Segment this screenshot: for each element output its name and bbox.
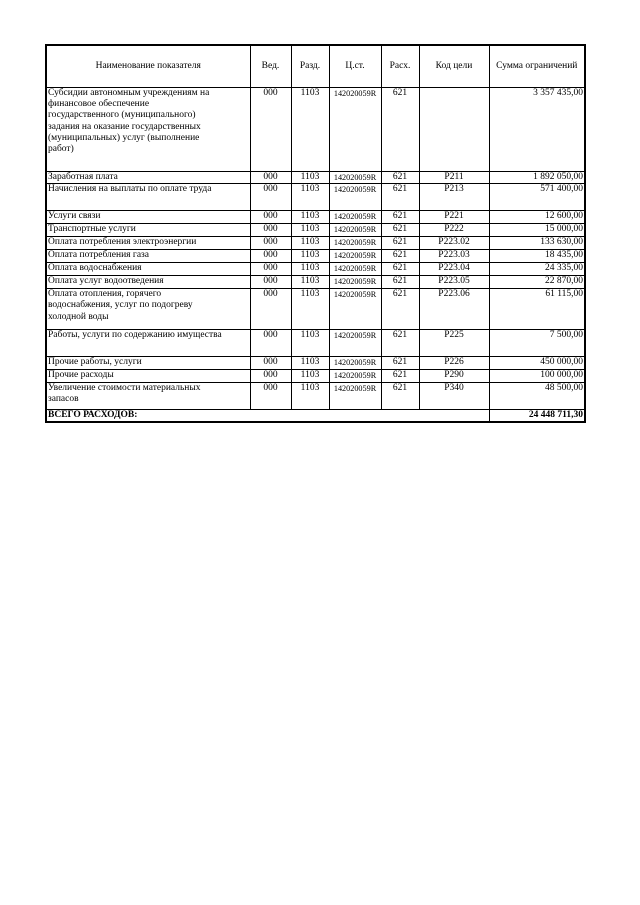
row-name: Услуги связи	[46, 211, 250, 224]
row-rash: 621	[381, 330, 419, 357]
row-goal: Р223.02	[419, 237, 489, 250]
row-sum: 15 000,00	[489, 224, 585, 237]
table-row	[46, 184, 585, 211]
row-goal: Р222	[419, 224, 489, 237]
table-row	[46, 88, 585, 172]
row-ved: 000	[250, 370, 291, 383]
row-cst: 142020059R	[329, 370, 381, 383]
row-sum: 133 630,00	[489, 237, 585, 250]
row-razd: 1103	[291, 383, 329, 410]
row-sum: 61 115,00	[489, 289, 585, 330]
row-cst: 142020059R	[329, 357, 381, 370]
table-row	[46, 172, 585, 184]
limits-table	[45, 44, 586, 423]
row-sum: 100 000,00	[489, 370, 585, 383]
row-goal: Р223.06	[419, 289, 489, 330]
table-row	[46, 370, 585, 383]
row-cst: 142020059R	[329, 172, 381, 184]
row-razd: 1103	[291, 276, 329, 289]
header-ved: Вед.	[250, 45, 291, 88]
row-razd: 1103	[291, 263, 329, 276]
row-cst: 142020059R	[329, 383, 381, 410]
row-sum: 1 892 050,00	[489, 172, 585, 184]
row-cst: 142020059R	[329, 330, 381, 357]
row-goal: Р213	[419, 184, 489, 211]
row-sum: 12 600,00	[489, 211, 585, 224]
row-razd: 1103	[291, 172, 329, 184]
row-name: Заработная плата	[46, 172, 250, 184]
row-goal	[419, 88, 489, 172]
header-razd: Разд.	[291, 45, 329, 88]
row-ved: 000	[250, 211, 291, 224]
header-rash: Расх.	[381, 45, 419, 88]
row-cst: 142020059R	[329, 184, 381, 211]
row-rash: 621	[381, 357, 419, 370]
row-sum: 48 500,00	[489, 383, 585, 410]
row-rash: 621	[381, 276, 419, 289]
row-rash: 621	[381, 211, 419, 224]
row-cst: 142020059R	[329, 211, 381, 224]
table-row	[46, 276, 585, 289]
row-name: Транспортные услуги	[46, 224, 250, 237]
row-name: Начисления на выплаты по оплате труда	[46, 184, 250, 211]
row-name: Субсидии автономным учреждениям на финансовое обеспечение государственного (муниципального) задания на оказание государственных (муниципальных) услуг (выполнение работ)	[46, 88, 250, 172]
row-ved: 000	[250, 276, 291, 289]
row-goal: Р225	[419, 330, 489, 357]
row-sum: 3 357 435,00	[489, 88, 585, 172]
row-cst: 142020059R	[329, 289, 381, 330]
row-ved: 000	[250, 263, 291, 276]
row-name: Оплата услуг водоотведения	[46, 276, 250, 289]
row-razd: 1103	[291, 250, 329, 263]
row-sum: 7 500,00	[489, 330, 585, 357]
row-razd: 1103	[291, 330, 329, 357]
table-row	[46, 211, 585, 224]
row-rash: 621	[381, 289, 419, 330]
row-name: Работы, услуги по содержанию имущества	[46, 330, 250, 357]
row-razd: 1103	[291, 184, 329, 211]
row-rash: 621	[381, 237, 419, 250]
row-ved: 000	[250, 330, 291, 357]
row-ved: 000	[250, 250, 291, 263]
table-row	[46, 250, 585, 263]
row-rash: 621	[381, 250, 419, 263]
row-ved: 000	[250, 172, 291, 184]
table-row	[46, 383, 585, 410]
row-sum: 24 335,00	[489, 263, 585, 276]
row-razd: 1103	[291, 211, 329, 224]
row-razd: 1103	[291, 289, 329, 330]
row-razd: 1103	[291, 224, 329, 237]
row-cst: 142020059R	[329, 88, 381, 172]
row-cst: 142020059R	[329, 276, 381, 289]
row-goal: Р290	[419, 370, 489, 383]
header-name: Наименование показателя	[46, 45, 250, 88]
row-name: Увеличение стоимости материальных запасов	[46, 383, 250, 410]
row-sum: 22 870,00	[489, 276, 585, 289]
row-razd: 1103	[291, 237, 329, 250]
header-goal: Код цели	[419, 45, 489, 88]
row-goal: Р226	[419, 357, 489, 370]
row-ved: 000	[250, 357, 291, 370]
row-rash: 621	[381, 88, 419, 172]
row-cst: 142020059R	[329, 224, 381, 237]
row-name: Оплата отопления, горячего водоснабжения, услуг по подогреву холодной воды	[46, 289, 250, 330]
row-ved: 000	[250, 224, 291, 237]
row-goal: Р223.05	[419, 276, 489, 289]
row-ved: 000	[250, 184, 291, 211]
row-name: Оплата водоснабжения	[46, 263, 250, 276]
header-cst: Ц.ст.	[329, 45, 381, 88]
row-razd: 1103	[291, 88, 329, 172]
row-rash: 621	[381, 184, 419, 211]
row-rash: 621	[381, 383, 419, 410]
table-row	[46, 289, 585, 330]
header-row	[46, 45, 585, 88]
table-row	[46, 237, 585, 250]
row-rash: 621	[381, 172, 419, 184]
table-row	[46, 224, 585, 237]
header-sum: Сумма ограничений	[489, 45, 585, 88]
total-row	[46, 410, 585, 423]
row-sum: 18 435,00	[489, 250, 585, 263]
row-rash: 621	[381, 370, 419, 383]
row-cst: 142020059R	[329, 250, 381, 263]
total-sum: 24 448 711,30	[489, 410, 585, 423]
row-ved: 000	[250, 289, 291, 330]
row-goal: Р221	[419, 211, 489, 224]
table-row	[46, 263, 585, 276]
row-razd: 1103	[291, 357, 329, 370]
table-row	[46, 357, 585, 370]
row-rash: 621	[381, 224, 419, 237]
row-goal: Р223.03	[419, 250, 489, 263]
row-goal: Р211	[419, 172, 489, 184]
row-name: Оплата потребления электроэнергии	[46, 237, 250, 250]
row-goal: Р223.04	[419, 263, 489, 276]
row-ved: 000	[250, 383, 291, 410]
total-label: ВСЕГО РАСХОДОВ:	[46, 410, 489, 423]
row-razd: 1103	[291, 370, 329, 383]
row-sum: 450 000,00	[489, 357, 585, 370]
table-row	[46, 330, 585, 357]
row-goal: Р340	[419, 383, 489, 410]
row-ved: 000	[250, 88, 291, 172]
row-rash: 621	[381, 263, 419, 276]
row-cst: 142020059R	[329, 263, 381, 276]
row-cst: 142020059R	[329, 237, 381, 250]
row-name: Оплата потребления газа	[46, 250, 250, 263]
row-name: Прочие работы, услуги	[46, 357, 250, 370]
row-ved: 000	[250, 237, 291, 250]
table-body	[46, 88, 585, 410]
row-name: Прочие расходы	[46, 370, 250, 383]
row-sum: 571 400,00	[489, 184, 585, 211]
